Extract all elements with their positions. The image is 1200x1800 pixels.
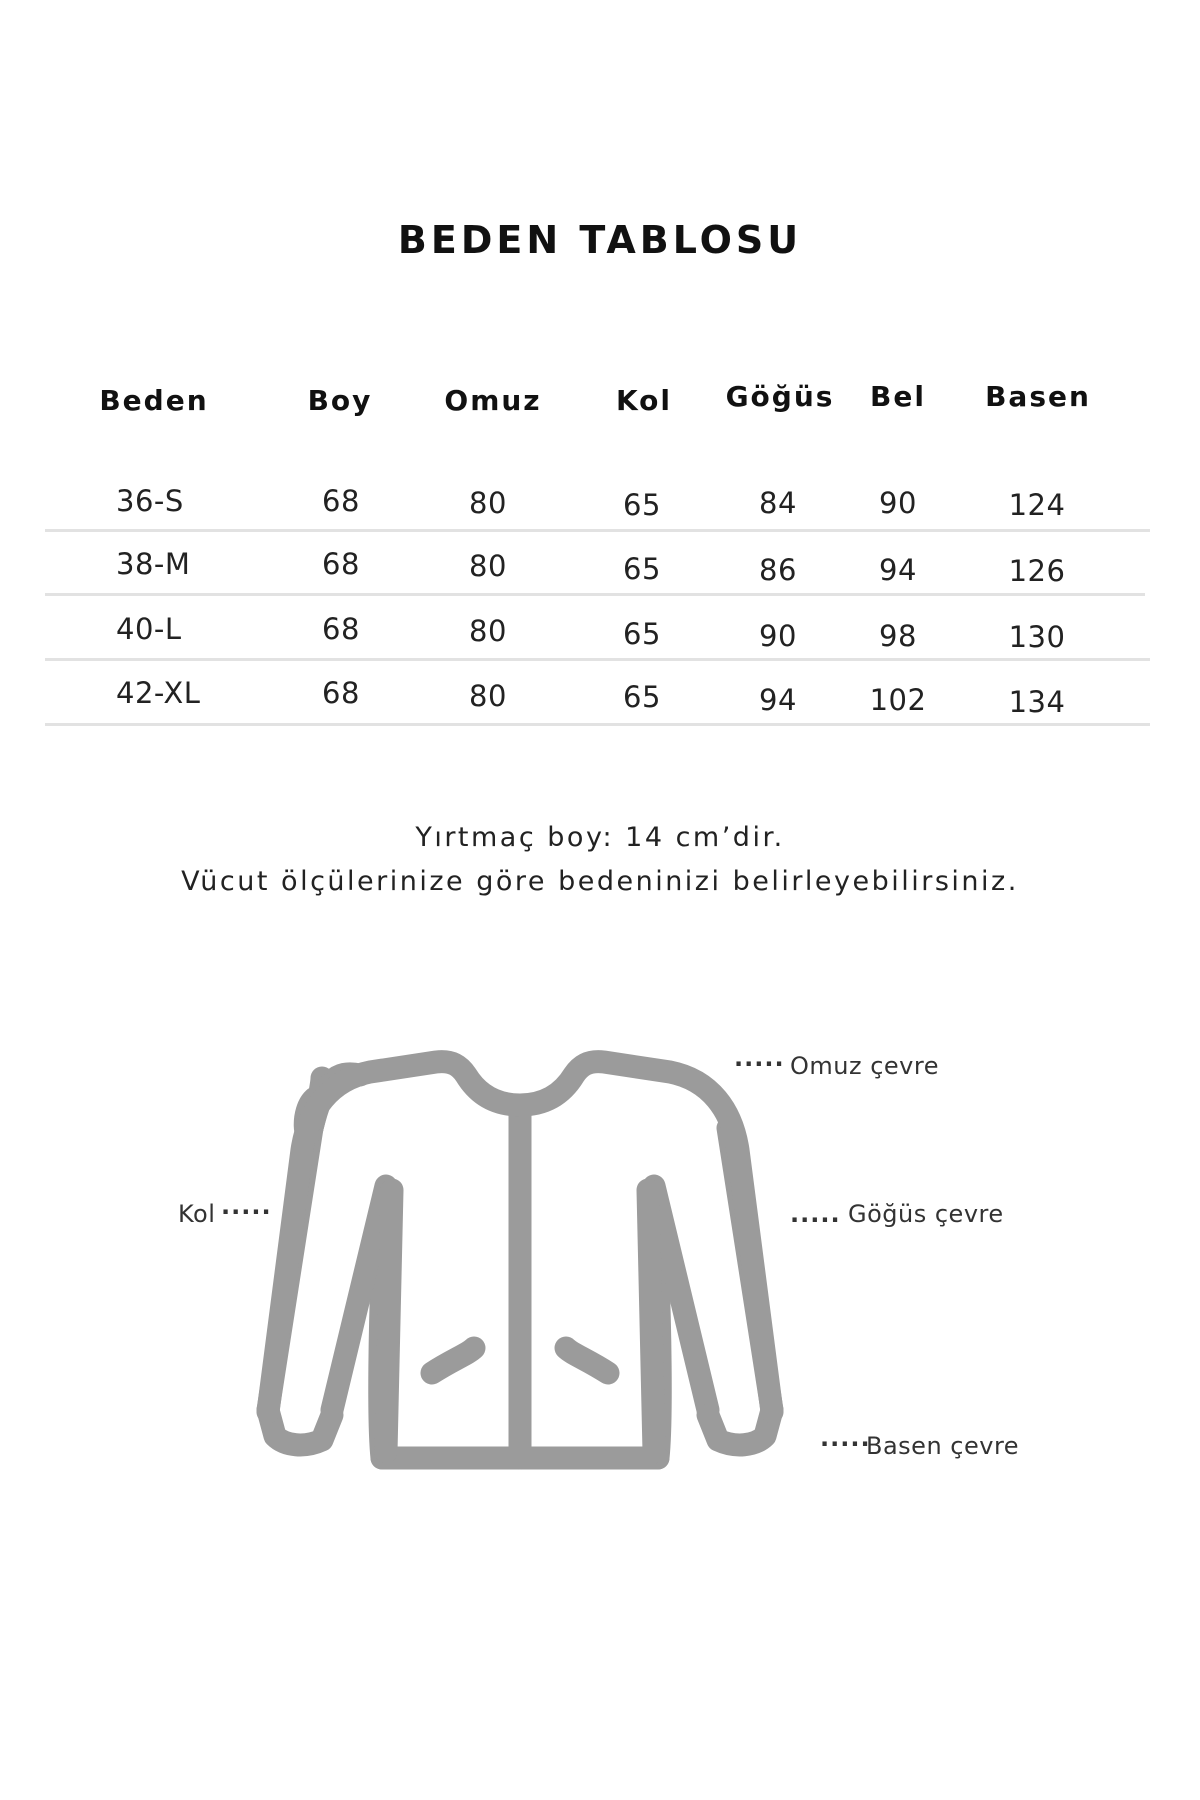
- cell-boy: 68: [322, 484, 360, 518]
- label-kol: Kol: [178, 1200, 216, 1228]
- cell-gogus: 84: [759, 486, 797, 520]
- slit-length-note: Yırtmaç boy: 14 cm’dir.: [415, 822, 785, 853]
- cell-kol: 65: [623, 552, 661, 586]
- cell-kol: 65: [623, 680, 661, 714]
- label-omuz-cevre: Omuz çevre: [790, 1052, 939, 1080]
- cell-size: 40-L: [116, 612, 182, 646]
- header-basen: Basen: [985, 380, 1091, 413]
- cell-gogus: 86: [759, 553, 797, 587]
- cell-kol: 65: [623, 617, 661, 651]
- cell-bel: 94: [879, 553, 917, 587]
- header-boy: Boy: [307, 384, 373, 417]
- kol-dots: ·····: [221, 1198, 272, 1226]
- cell-bel: 102: [869, 683, 927, 717]
- cell-boy: 68: [322, 547, 360, 581]
- omuz-dots: ·····: [734, 1050, 785, 1078]
- cell-omuz: 80: [469, 614, 507, 648]
- cell-boy: 68: [322, 612, 360, 646]
- header-beden: Beden: [99, 384, 209, 417]
- cell-gogus: 90: [759, 619, 797, 653]
- cell-kol: 65: [623, 488, 661, 522]
- cell-size: 42-XL: [116, 676, 201, 710]
- cell-basen: 124: [1008, 488, 1066, 522]
- label-gogus-cevre: Göğüs çevre: [848, 1200, 1004, 1228]
- header-omuz: Omuz: [444, 384, 542, 417]
- cell-bel: 90: [879, 486, 917, 520]
- sizing-instruction: Vücut ölçülerinize göre bedeninizi belirleyebilirsiniz.: [181, 866, 1019, 897]
- cell-gogus: 94: [759, 683, 797, 717]
- header-kol: Kol: [615, 384, 673, 417]
- label-basen-cevre: Basen çevre: [866, 1432, 1020, 1460]
- page-title: BEDEN TABLOSU: [397, 218, 803, 262]
- cell-omuz: 80: [469, 549, 507, 583]
- header-gogus: Göğüs: [725, 380, 835, 413]
- cell-omuz: 80: [469, 679, 507, 713]
- cell-size: 36-S: [116, 484, 184, 518]
- cell-basen: 126: [1008, 554, 1066, 588]
- gogus-dots: ·····: [790, 1206, 841, 1234]
- header-bel: Bel: [870, 380, 926, 413]
- basen-dots: ·····: [820, 1430, 871, 1458]
- cell-basen: 130: [1008, 620, 1066, 654]
- cell-omuz: 80: [469, 486, 507, 520]
- cell-size: 38-M: [116, 547, 191, 581]
- cell-boy: 68: [322, 676, 360, 710]
- cell-bel: 98: [879, 619, 917, 653]
- cell-basen: 134: [1008, 685, 1066, 719]
